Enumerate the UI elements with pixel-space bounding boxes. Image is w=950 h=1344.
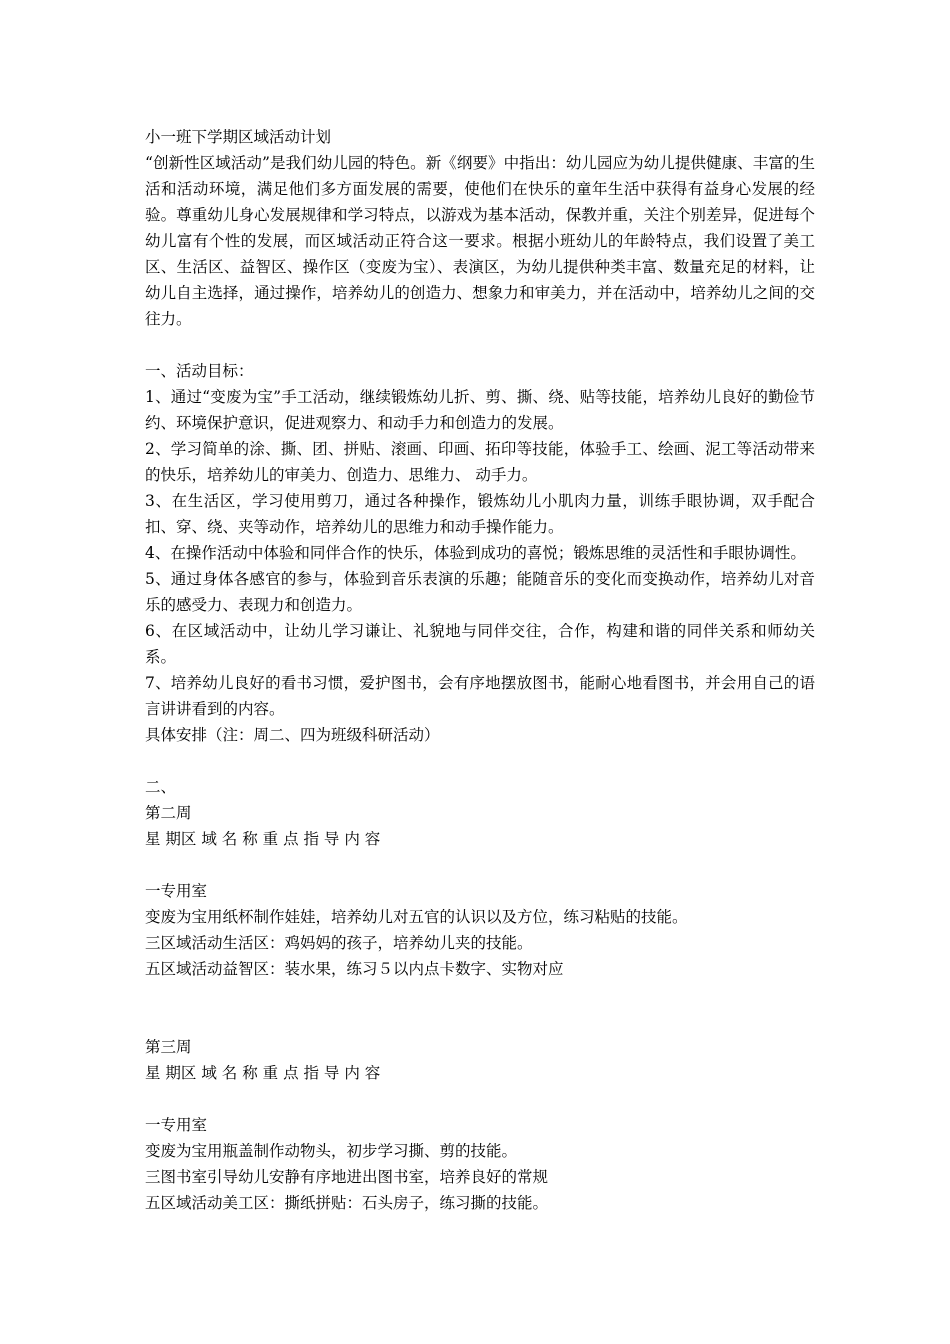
spacer [145, 748, 815, 774]
spacer [145, 332, 815, 358]
goal-item: 3、在生活区，学习使用剪刀，通过各种操作，锻炼幼儿小肌肉力量，训练手眼协调，双手配合扣、穿、绕、夹等动作，培养幼儿的思维力和动手操作能力。 [145, 492, 815, 536]
spacer [145, 982, 815, 1034]
spacer [145, 1086, 815, 1112]
week2-line: 五区域活动益智区：装水果，练习５以内点卡数字、实物对应 [145, 960, 564, 978]
week2-line: 一专用室 [145, 882, 208, 900]
week2-line: 变废为宝用纸杯制作娃娃，培养幼儿对五官的认识以及方位，练习粘贴的技能。 [145, 908, 688, 926]
goal-item: 6、在区域活动中，让幼儿学习谦让、礼貌地与同伴交往，合作，构建和谐的同伴关系和师幼关系。 [145, 622, 815, 666]
week2-title: 第二周 [145, 804, 192, 822]
spacer [145, 852, 815, 878]
intro-paragraph: “创新性区域活动”是我们幼儿园的特色。新《纲要》中指出：幼儿园应为幼儿提供健康、丰富的生活和活动环境，满足他们多方面发展的需要，使他们在快乐的童年生活中获得有益身心发展的经验。尊重幼儿身心发展规律和学习特点，以游戏为基本活动，保教并重，关注个别差异，促进每个幼儿富有个性的发展，而区域活动正符合这一要求。根据小班幼儿的年龄特点，我们设置了美工区、生活区、益智区、操作区（变废为宝）、表演区，为幼儿提供种类丰富、数量充足的材料，让幼儿自主选择，通过操作，培养幼儿的创造力、想象力和审美力，并在活动中，培养幼儿之间的交往力。 [145, 154, 815, 328]
section-two-heading: 二、 [145, 778, 177, 796]
week3-line: 三图书室引导幼儿安静有序地进出图书室，培养良好的常规 [145, 1168, 549, 1186]
week3-header-row: 星 期区 域 名 称 重 点 指 导 内 容 [145, 1064, 381, 1082]
week3-line: 一专用室 [145, 1116, 208, 1134]
goal-item: 2、学习简单的涂、撕、团、拼贴、滚画、印画、拓印等技能，体验手工、绘画、泥工等活动带来的快乐，培养幼儿的审美力、创造力、思维力、 动手力。 [145, 440, 815, 484]
goal-item: 4、在操作活动中体验和同伴合作的快乐，体验到成功的喜悦；锻炼思维的灵活性和手眼协调性。 [145, 544, 806, 562]
week3-line: 五区域活动美工区：撕纸拼贴：石头房子，练习撕的技能。 [145, 1194, 549, 1212]
schedule-note: 具体安排（注：周二、四为班级科研活动） [145, 726, 440, 744]
week3-title: 第三周 [145, 1038, 192, 1056]
goal-item: 1、通过“变废为宝”手工活动，继续锻炼幼儿折、剪、撕、绕、贴等技能，培养幼儿良好的勤俭节约、环境保护意识，促进观察力、和动手力和创造力的发展。 [145, 388, 815, 432]
document-title: 小一班下学期区域活动计划 [145, 128, 332, 146]
document-page [145, 124, 815, 1216]
goals-heading: 一、活动目标： [145, 362, 254, 380]
week3-line: 变废为宝用瓶盖制作动物头，初步学习撕、剪的技能。 [145, 1142, 518, 1160]
goal-item: 5、通过身体各感官的参与，体验到音乐表演的乐趣；能随音乐的变化而变换动作，培养幼儿对音乐的感受力、表现力和创造力。 [145, 570, 815, 614]
goal-item: 7、培养幼儿良好的看书习惯，爱护图书，会有序地摆放图书，能耐心地看图书，并会用自己的语言讲讲看到的内容。 [145, 674, 815, 718]
week2-line: 三区域活动生活区：鸡妈妈的孩子，培养幼儿夹的技能。 [145, 934, 533, 952]
week2-header-row: 星 期区 域 名 称 重 点 指 导 内 容 [145, 830, 381, 848]
